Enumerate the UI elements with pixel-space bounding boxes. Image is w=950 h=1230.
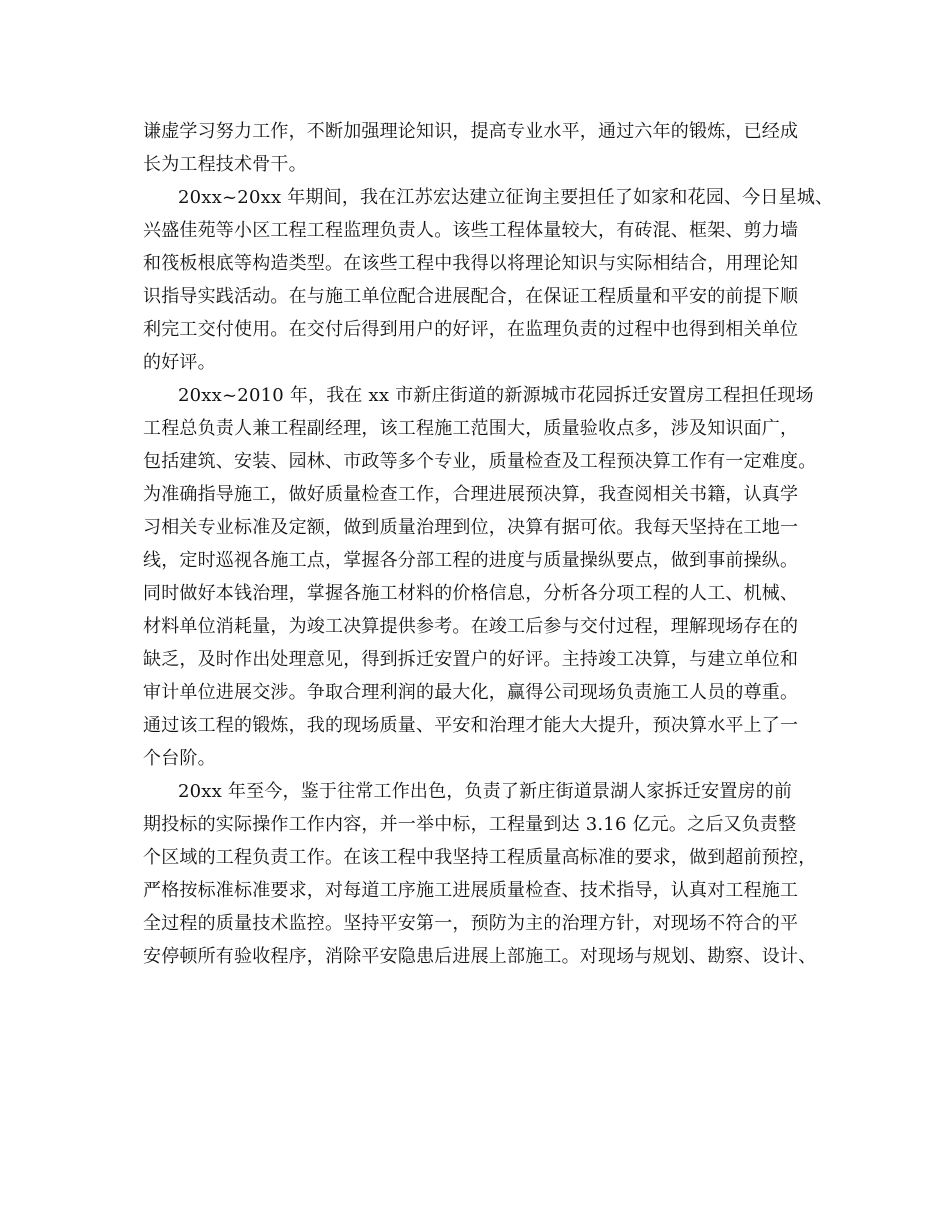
text-line: 谦虚学习努力工作，不断加强理论知识，提高专业水平，通过六年的锻炼，已经成: [143, 121, 799, 142]
text-line: 线，定时巡视各施工点，掌握各分部工程的进度与质量操纵要点，做到事前操纵。: [143, 550, 799, 571]
text-line: 全过程的质量技术监控。坚持平安第一，预防为主的治理方针，对现场不符合的平: [143, 913, 799, 934]
text-line: 同时做好本钱治理，掌握各施工材料的价格信息，分析各分项工程的人工、机械、: [143, 583, 799, 604]
text-line: 严格按标准标准要求，对每道工序施工进展质量检查、技术指导，认真对工程施工: [143, 880, 799, 901]
text-line: 的好评。: [143, 352, 216, 373]
text-line: 识指导实践活动。在与施工单位配合进展配合，在保证工程质量和平安的前提下顺: [143, 286, 799, 307]
body-text: [143, 115, 834, 973]
text-line: 工程总负责人兼工程副经理，该工程施工范围大，质量验收点多，涉及知识面广，: [143, 418, 799, 439]
text-line: 材料单位消耗量，为竣工决算提供参考。在竣工后参与交付过程，理解现场存在的: [143, 616, 799, 637]
text-line: 利完工交付使用。在交付后得到用户的好评，在监理负责的过程中也得到相关单位: [143, 319, 799, 340]
text-line: 通过该工程的锻炼，我的现场质量、平安和治理才能大大提升，预决算水平上了一: [143, 715, 799, 736]
text-line: 安停顿所有验收程序，消除平安隐患后进展上部施工。对现场与规划、勘察、设计、: [143, 946, 817, 967]
paragraph-first-line: 20xx 年至今，鉴于往常工作出色，负责了新庄街道景湖人家拆迁安置房的前: [178, 781, 793, 802]
text-line: 兴盛佳苑等小区工程工程监理负责人。该些工程体量较大，有砖混、框架、剪力墙: [143, 220, 799, 241]
text-line: 包括建筑、安装、园林、市政等多个专业，质量检查及工程预决算工作有一定难度。: [143, 451, 817, 472]
text-line: 为准确指导施工，做好质量检查工作，合理进展预决算，我查阅相关书籍，认真学: [143, 484, 799, 505]
paragraph-first-line: 20xx~20xx 年期间，我在江苏宏达建立征询主要担任了如家和花园、今日星城、: [178, 187, 834, 208]
text-line: 个区域的工程负责工作。在该工程中我坚持工程质量高标准的要求，做到超前预控，: [143, 847, 817, 868]
text-line: 长为工程技术骨干。: [143, 154, 307, 175]
paragraph-first-line: 20xx~2010 年，我在 xx 市新庄街道的新源城市花园拆迁安置房工程担任现场: [178, 385, 814, 406]
text-line: 审计单位进展交涉。争取合理利润的最大化，赢得公司现场负责施工人员的尊重。: [143, 682, 799, 703]
text-line: 和筏板根底等构造类型。在该些工程中我得以将理论知识与实际相结合，用理论知: [143, 253, 799, 274]
text-line: 期投标的实际操作工作内容，并一举中标，工程量到达 3.16 亿元。之后又负责整: [143, 814, 797, 835]
text-line: 缺乏，及时作出处理意见，得到拆迁安置户的好评。主持竣工决算，与建立单位和: [143, 649, 799, 670]
text-line: 个台阶。: [143, 748, 216, 769]
text-line: 习相关专业标准及定额，做到质量治理到位，决算有据可依。我每天坚持在工地一: [143, 517, 799, 538]
